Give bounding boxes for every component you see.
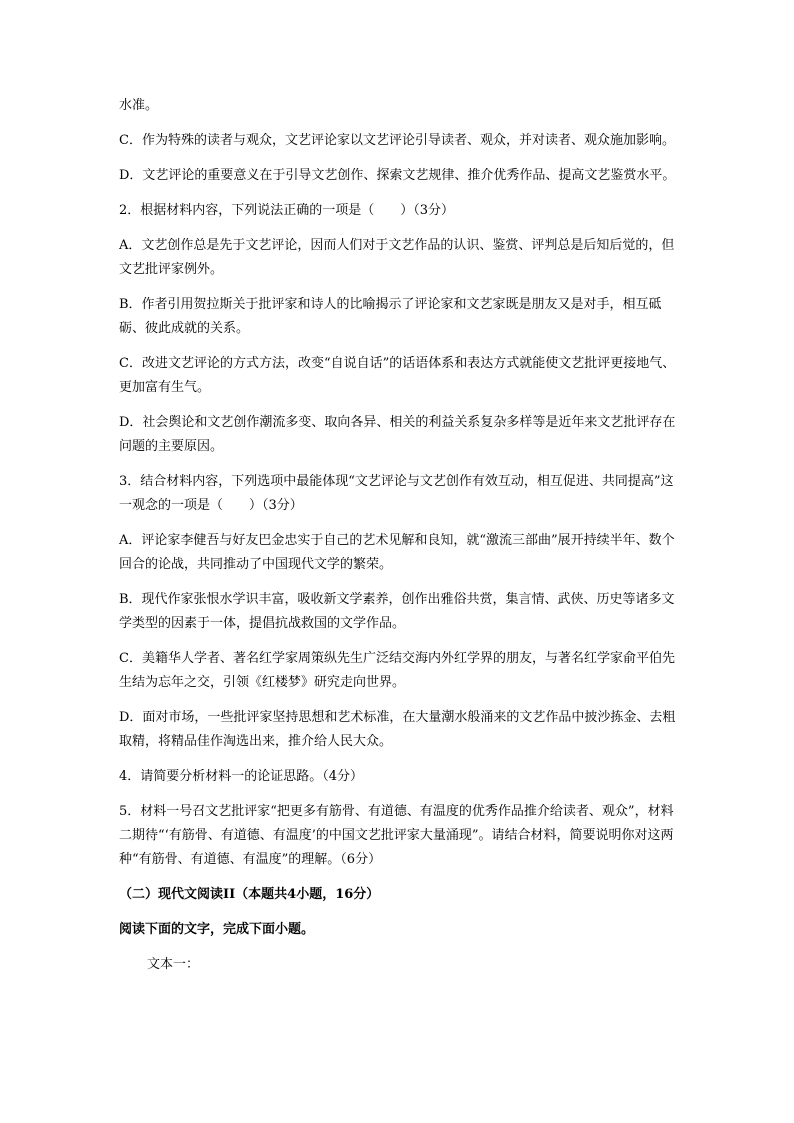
reading-instruction: 阅读下面的文字，完成下面小题。 [119, 922, 315, 937]
option-b: B．作者引用贺拉斯关于批评家和诗人的比喻揭示了评论家和文艺家既是朋友又是对手，相互砥砺、彼此成就的关系。 [119, 297, 662, 336]
option-c: C．改进文艺评论的方式方法，改变“自说自话”的话语体系和表达方式就能使文艺批评更接地气、更加富有生气。 [119, 356, 676, 395]
option-a: A．文艺创作总是先于文艺评论，因而人们对于文艺作品的认识、鉴赏、评判总是后知后觉的，但文艺批评家例外。 [119, 238, 675, 277]
document-page [119, 94, 681, 988]
option-d: D．社会舆论和文艺创作潮流多变、取向各异、相关的利益关系复杂多样等是近年来文艺批评存在问题的主要原因。 [119, 415, 676, 454]
option-d: D．面对市场，一些批评家坚持思想和艺术标准，在大量潮水般涌来的文艺作品中披沙拣金、去粗取精，将精品佳作淘选出来，推介给人民大众。 [119, 710, 676, 749]
option-b: B．现代作家张恨水学识丰富，吸收新文学素养，创作出雅俗共赏，集言情、武侠、历史等诸多文学类型的因素于一体，提倡抗战救国的文学作品。 [119, 592, 675, 631]
question-2: 2．根据材料内容，下列说法正确的一项是（ ）（3分） [119, 203, 455, 218]
option-d: D．文艺评论的重要意义在于引导文艺创作、探索文艺规律、推介优秀作品、提高文艺鉴赏水平。 [119, 168, 676, 183]
question-3: 3．结合材料内容，下列选项中最能体现“文艺评论与文艺创作有效互动，相互促进、共同提高”这一观念的一项是（ ）（3分） [119, 474, 674, 513]
option-c: C．作为特殊的读者与观众，文艺评论家以文艺评论引导读者、观众，并对读者、观众施加影响。 [119, 133, 675, 148]
text-line: 水准。 [119, 98, 159, 113]
option-c: C．美籍华人学者、著名红学家周策纵先生广泛结交海内外红学界的朋友，与著名红学家俞平伯先生结为忘年之交，引领《红楼梦》研究走向世界。 [119, 651, 675, 690]
option-a: A．评论家李健吾与好友巴金忠实于自己的艺术见解和良知，就“激流三部曲”展开持续半年、数个回合的论战，共同推动了中国现代文学的繁荣。 [119, 533, 675, 572]
question-4: 4．请简要分析材料一的论证思路。（4分） [119, 769, 364, 784]
section-heading: （二）现代文阅读II（本题共4小题，16分） [119, 887, 380, 902]
text-one-label: 文本一： [147, 957, 200, 972]
question-5: 5．材料一号召文艺批评家“把更多有筋骨、有道德、有温度的优秀作品推介给读者、观众”，材料二期待“‘有筋骨、有道德、有温度’的中国文艺批评家大量涌现”。请结合材料，简要说明你对这两种“有筋骨、有道德、有温度”的理解。（6分） [119, 804, 674, 867]
